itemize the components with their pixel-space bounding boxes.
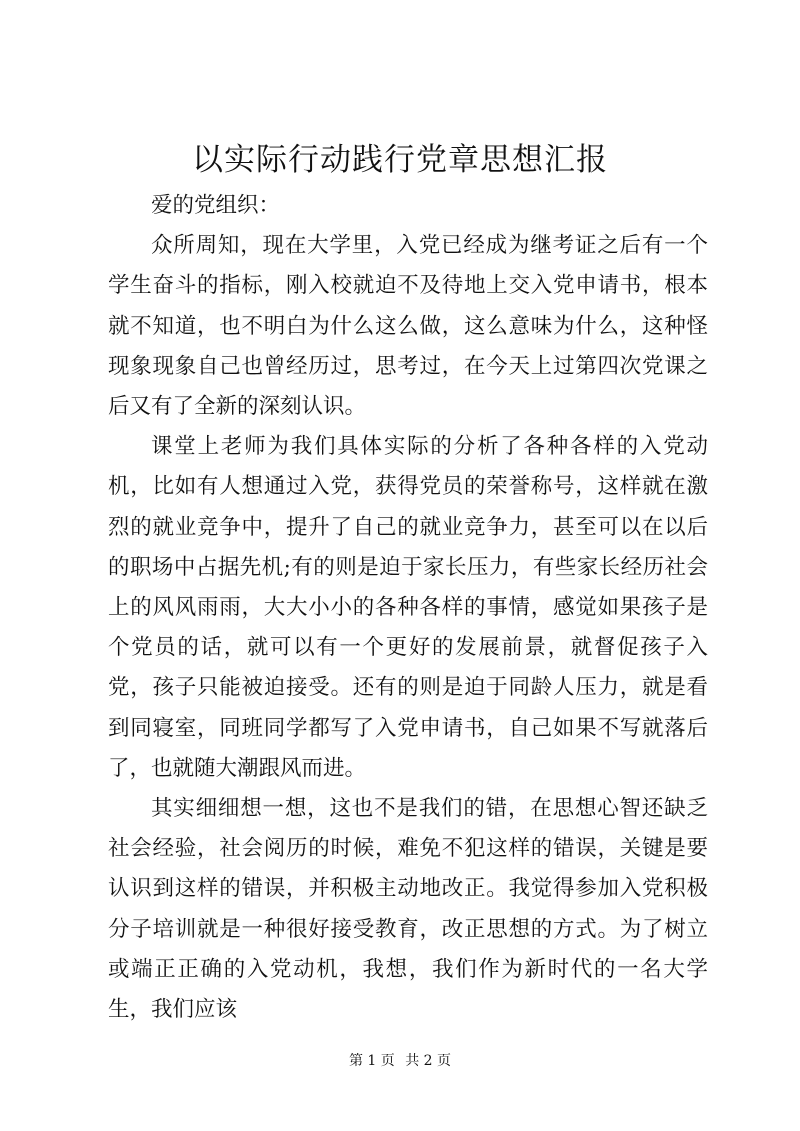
- document-title: 以实际行动践行党章思想汇报: [192, 142, 608, 178]
- page-total: 共 2 页: [405, 1053, 452, 1069]
- paragraph: 众所周知，现在大学里，入党已经成为继考证之后有一个学生奋斗的指标，刚入校就迫不及待地上交入党申请书，根本就不知道，也不明白为什么这么做，这么意味为什么，这种怪现象现象自己也曾经历过，思考过，在今天上过第四次党课之后又有了全新的深刻认识。: [108, 233, 708, 420]
- paragraph: 课堂上老师为我们具体实际的分析了各种各样的入党动机，比如有人想通过入党，获得党员的荣誉称号，这样就在激烈的就业竞争中，提升了自己的就业竞争力，甚至可以在以后的职场中占据先机;有的则是迫于家长压力，有些家长经历社会上的风风雨雨，大大小小的各种各样的事情，感觉如果孩子是个党员的话，就可以有一个更好的发展前景，就督促孩子入党，孩子只能被迫接受。还有的则是迫于同龄人压力，就是看到同寝室，同班同学都写了入党申请书，自己如果不写就落后了，也就随大潮跟风而进。: [108, 434, 708, 781]
- page-footer: [0, 1051, 800, 1071]
- document-body: [108, 186, 708, 1030]
- page-number: 第 1 页: [348, 1053, 395, 1069]
- salutation: 爱的党组织：: [151, 193, 281, 218]
- paragraph: 其实细细想一想，这也不是我们的错，在思想心智还缺乏社会经验，社会阅历的时候，难免不犯这样的错误，关键是要认识到这样的错误，并积极主动地改正。我觉得参加入党积极分子培训就是一种很好接受教育，改正思想的方式。为了树立或端正正确的入党动机，我想，我们作为新时代的一名大学生，我们应该: [108, 796, 708, 1023]
